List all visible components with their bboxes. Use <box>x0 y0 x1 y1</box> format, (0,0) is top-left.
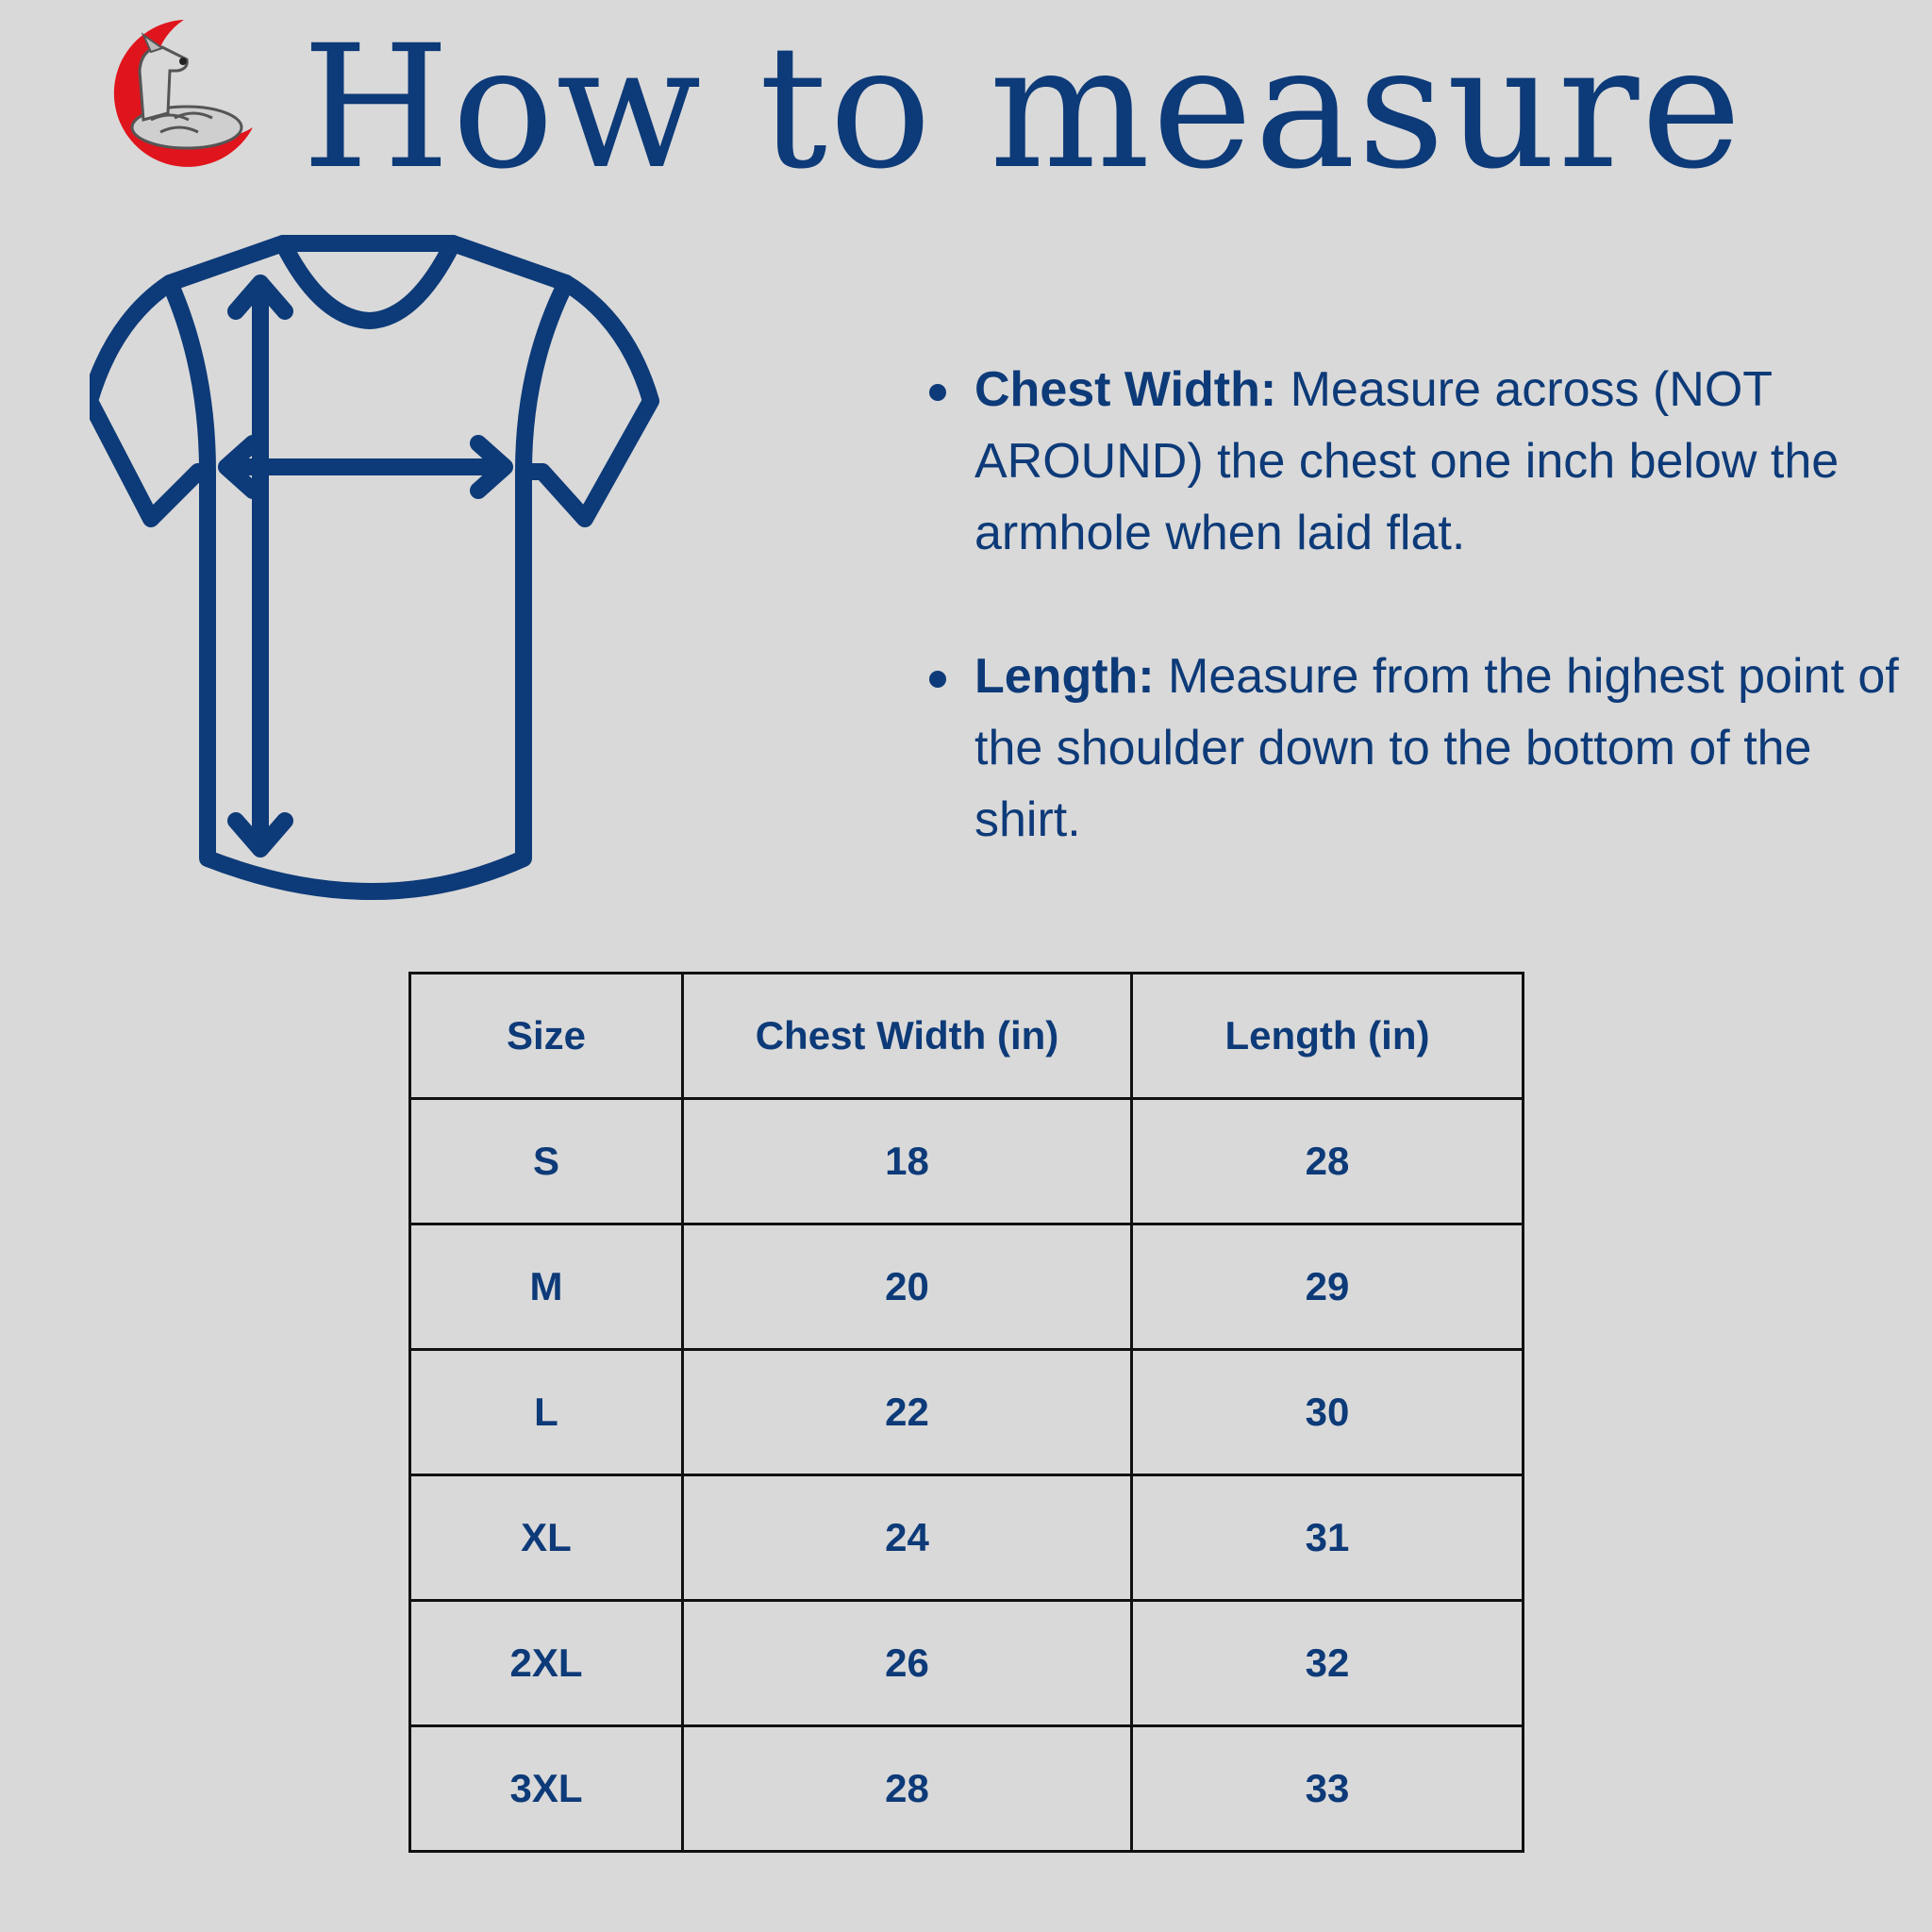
tshirt-measurement-diagram <box>90 226 873 924</box>
table-row <box>410 1475 1524 1601</box>
tshirt-outline <box>90 243 651 891</box>
chest-width-cell: 24 <box>683 1475 1132 1601</box>
length-cell: 30 <box>1132 1350 1524 1475</box>
column-header-length: Length (in) <box>1132 974 1524 1099</box>
chest-width-cell: 18 <box>683 1099 1132 1224</box>
column-header-size: Size <box>410 974 683 1099</box>
length-cell: 28 <box>1132 1099 1524 1224</box>
length-cell: 31 <box>1132 1475 1524 1601</box>
tshirt-right-sleeve-seam <box>524 283 566 472</box>
tshirt-collar <box>283 243 453 321</box>
column-header-chest-width: Chest Width (in) <box>683 974 1132 1099</box>
size-cell: 3XL <box>410 1726 683 1852</box>
table-row <box>410 1350 1524 1475</box>
chest-width-cell: 26 <box>683 1601 1132 1726</box>
size-cell: S <box>410 1099 683 1224</box>
size-cell: M <box>410 1224 683 1350</box>
instruction-length <box>929 641 1901 856</box>
length-cell: 29 <box>1132 1224 1524 1350</box>
table-row <box>410 1099 1524 1224</box>
tshirt-left-sleeve-seam <box>170 283 208 472</box>
instruction-label: Length: <box>974 649 1155 704</box>
instruction-chest-width <box>929 354 1901 569</box>
table-header-row <box>410 974 1524 1099</box>
chest-width-cell: 20 <box>683 1224 1132 1350</box>
table-row <box>410 1601 1524 1726</box>
size-cell: L <box>410 1350 683 1475</box>
size-cell: XL <box>410 1475 683 1601</box>
table-row <box>410 1726 1524 1852</box>
length-arrow <box>236 283 285 849</box>
instruction-label: Chest Width: <box>974 362 1277 417</box>
instruction-text: Measure from the highest point of the shoulder down to the bottom of the shirt. <box>974 649 1899 847</box>
length-cell: 33 <box>1132 1726 1524 1852</box>
page-title: How to measure <box>302 9 1743 207</box>
size-chart-table <box>408 972 1524 1853</box>
size-cell: 2XL <box>410 1601 683 1726</box>
instruction-text: Measure across (NOT AROUND) the chest one inch below the armhole when laid flat. <box>974 362 1840 560</box>
table-row <box>410 1224 1524 1350</box>
measurement-instructions <box>929 354 1901 927</box>
length-cell: 32 <box>1132 1601 1524 1726</box>
chest-width-cell: 22 <box>683 1350 1132 1475</box>
chest-width-cell: 28 <box>683 1726 1132 1852</box>
